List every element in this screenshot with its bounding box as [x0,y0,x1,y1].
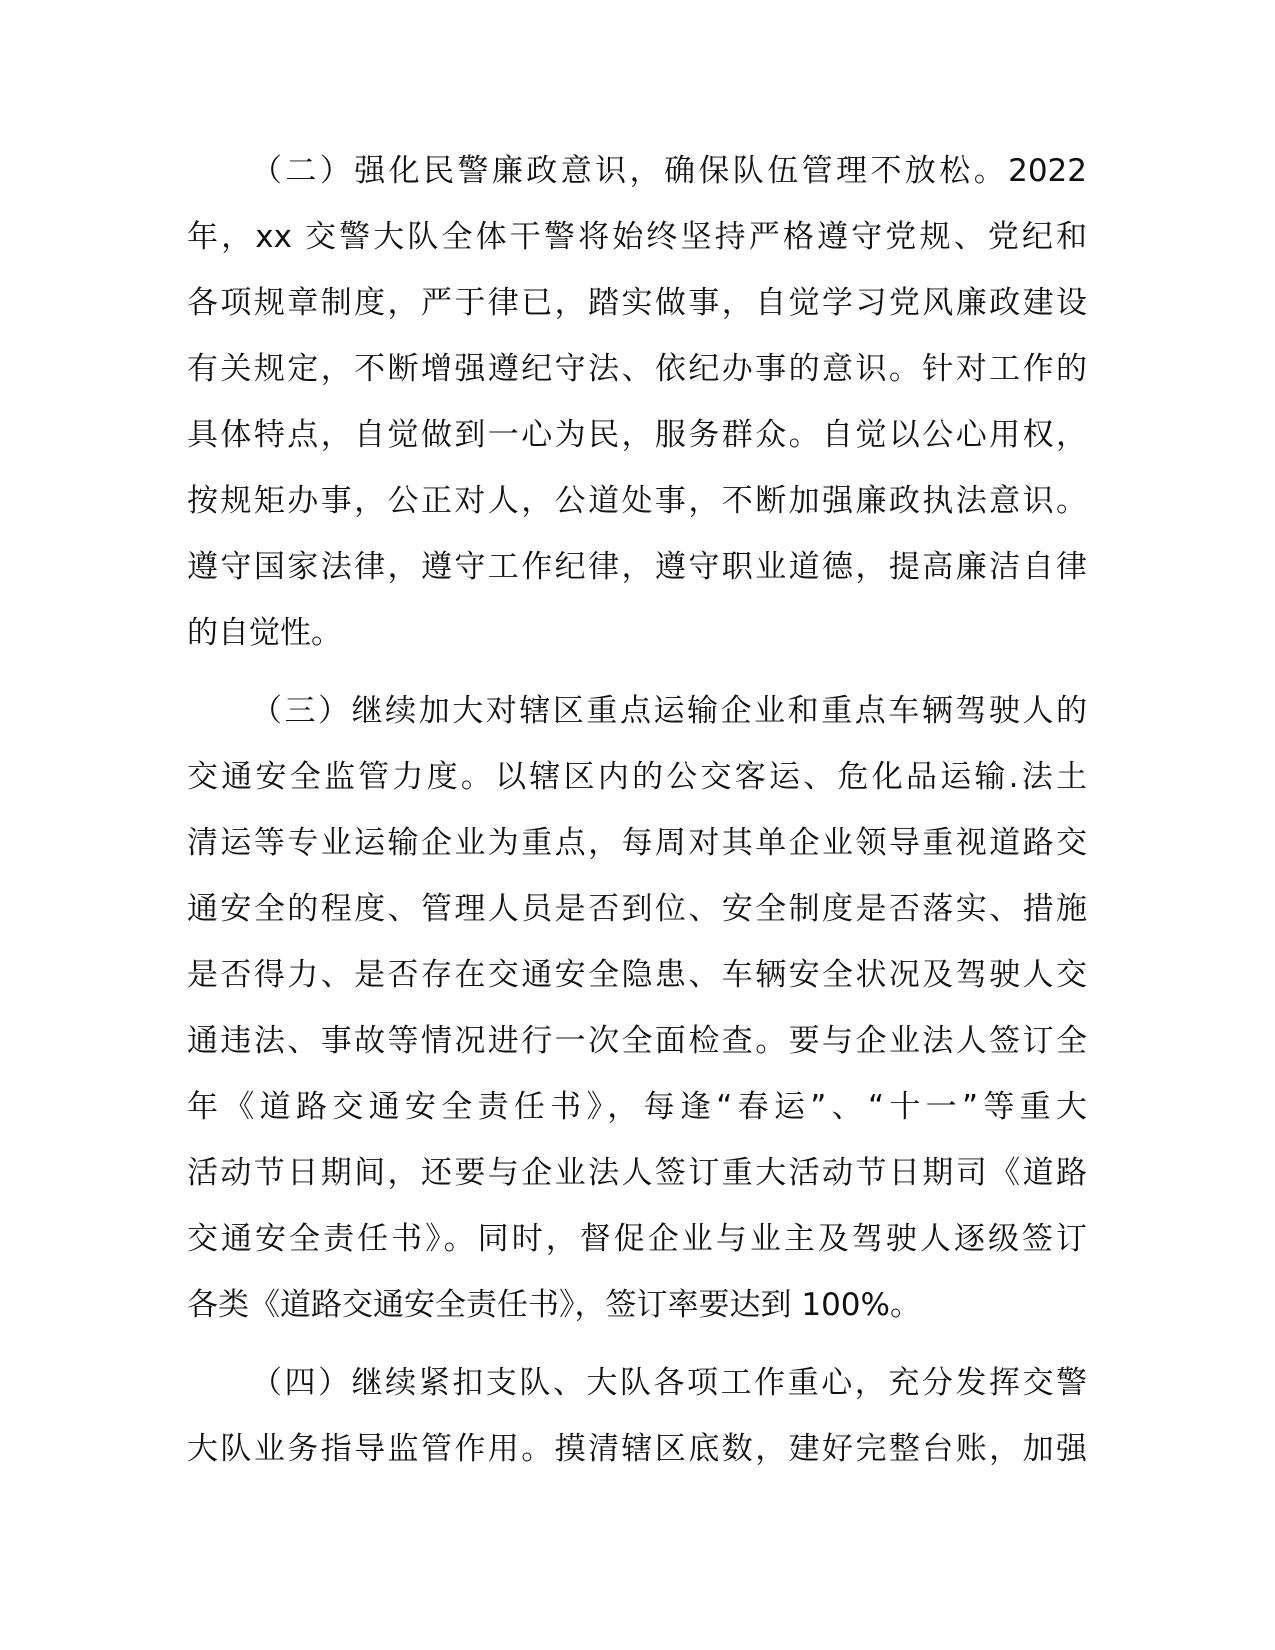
text-line: 的自觉性。 [187,615,342,651]
document-body [187,138,1087,1482]
text-line: 活动节日期间，还要与企业法人签订重大活动节日期司《道路 [187,1155,1087,1191]
text-line: 交通安全监管力度。以辖区内的公交客运、危化品运输.法土 [187,759,1087,795]
text-line: 交通安全责任书》。同时，督促企业与业主及驾驶人逐级签订 [187,1221,1087,1257]
text-line: （二）强化民警廉政意识，确保队伍管理不放松。2022 [251,153,1087,189]
paragraph-spacer [187,666,1087,678]
text-line: 清运等专业运输企业为重点，每周对其单企业领导重视道路交 [187,825,1087,861]
paragraph-3 [187,678,1087,1338]
text-line: 通违法、事故等情况进行一次全面检查。要与企业法人签订全 [187,1023,1087,1059]
text-line: 具体特点，自觉做到一心为民，服务群众。自觉以公心用权， [187,417,1087,453]
text-line: 通安全的程度、管理人员是否到位、安全制度是否落实、措施 [187,891,1087,927]
text-line: 大队业务指导监管作用。摸清辖区底数，建好完整台账，加强 [187,1431,1087,1467]
text-line: 是否得力、是否存在交通安全隐患、车辆安全状况及驾驶人交 [187,957,1087,993]
text-line: （三）继续加大对辖区重点运输企业和重点车辆驾驶人的 [251,693,1087,729]
text-line: 遵守国家法律，遵守工作纪律，遵守职业道德，提高廉洁自律 [187,549,1087,585]
text-line: 有关规定，不断增强遵纪守法、依纪办事的意识。针对工作的 [187,351,1087,387]
paragraph-4 [187,1350,1087,1482]
text-line: （四）继续紧扣支队、大队各项工作重心，充分发挥交警 [251,1365,1087,1401]
text-line: 年《道路交通安全责任书》，每逢“春运”、“十一”等重大 [187,1089,1087,1125]
text-line: 按规矩办事，公正对人，公道处事，不断加强廉政执法意识。 [187,483,1087,519]
paragraph-spacer [187,1338,1087,1350]
text-line: 年，xx 交警大队全体干警将始终坚持严格遵守党规、党纪和 [187,219,1087,255]
paragraph-2 [187,138,1087,666]
text-line: 各类《道路交通安全责任书》，签订率要达到 100%。 [187,1287,921,1323]
text-line: 各项规章制度，严于律已，踏实做事，自觉学习党风廉政建设 [187,285,1087,321]
